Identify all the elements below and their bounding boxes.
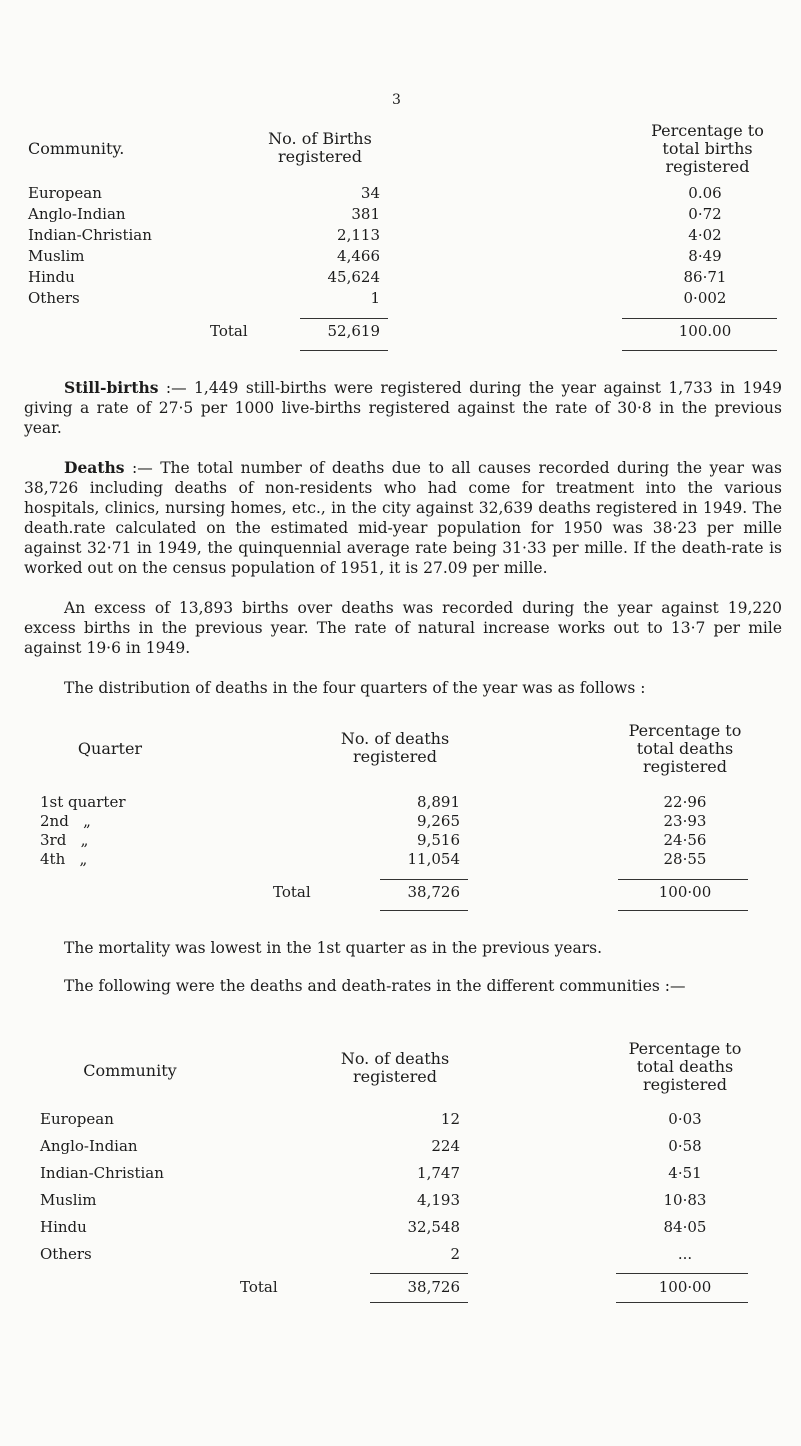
quarters-row-label: 2nd „ <box>40 812 91 830</box>
quarters-total-value: 38,726 <box>407 883 460 901</box>
distribution-intro: The distribution of deaths in the four quarters of the year was as follows : <box>64 679 646 697</box>
deaths-total-rule-top <box>370 1273 468 1274</box>
still-births-paragraph <box>24 378 782 438</box>
deaths-row-count: 224 <box>431 1137 460 1155</box>
births-header-count: No. of Births registered <box>268 129 372 166</box>
deaths-row-pct: 0·03 <box>668 1110 702 1128</box>
deaths-total-pct: 100·00 <box>658 1278 712 1296</box>
deaths-header-count: No. of deaths registered <box>340 1049 450 1086</box>
births-row-pct: 86·71 <box>683 268 727 286</box>
deaths-row-community: Muslim <box>40 1191 97 1209</box>
births-total-label: Total <box>210 322 248 340</box>
deaths-heading: Deaths <box>64 458 125 477</box>
births-total-pct: 100.00 <box>678 322 732 340</box>
page-number: 3 <box>392 92 401 108</box>
deaths-row-count: 32,548 <box>407 1218 460 1236</box>
quarters-row-count: 11,054 <box>407 850 460 868</box>
births-row-count: 34 <box>360 184 380 202</box>
births-pct-rule-bottom <box>622 350 777 351</box>
deaths-row-pct: 10·83 <box>663 1191 707 1209</box>
quarters-row-pct: 28·55 <box>663 850 707 868</box>
births-row-count: 45,624 <box>327 268 380 286</box>
quarters-row-count: 8,891 <box>417 793 460 811</box>
quarters-row-label: 4th „ <box>40 850 88 868</box>
quarters-total-rule-bottom <box>380 910 468 911</box>
deaths-paragraph <box>24 458 782 578</box>
quarters-row-count: 9,265 <box>417 812 460 830</box>
births-row-pct: 0·002 <box>683 289 727 307</box>
deaths-row-pct: 0·58 <box>668 1137 702 1155</box>
quarters-total-rule-top <box>380 879 468 880</box>
deaths-row-pct: 4·51 <box>668 1164 702 1182</box>
deaths-row-community: Others <box>40 1245 92 1263</box>
excess-paragraph: An excess of 13,893 births over deaths was recorded during the year against 19,220 excess births in the previous year. The rate of natural increase works out to 13·7 per mile against 19·6 in 1949. <box>24 599 782 657</box>
births-pct-rule-top <box>622 318 777 319</box>
quarters-row-label: 3rd „ <box>40 831 89 849</box>
deaths-row-community: Hindu <box>40 1218 87 1236</box>
communities-intro: The following were the deaths and death-rates in the different communities :— <box>64 977 686 995</box>
quarters-row-label: 1st quarter <box>40 793 126 811</box>
deaths-row-count: 2 <box>450 1245 460 1263</box>
deaths-row-pct: ... <box>677 1245 693 1263</box>
births-total-rule-top <box>300 318 388 319</box>
births-row-count: 2,113 <box>337 226 380 244</box>
deaths-row-pct: 84·05 <box>663 1218 707 1236</box>
quarters-total-pct: 100·00 <box>658 883 712 901</box>
deaths-pct-rule-bottom <box>616 1302 748 1303</box>
quarters-header-pct: Percentage to total deaths registered <box>628 721 742 776</box>
births-row-count: 381 <box>351 205 380 223</box>
deaths-total-rule-bottom <box>370 1302 468 1303</box>
deaths-row-count: 12 <box>440 1110 460 1128</box>
births-row-community: Muslim <box>28 247 85 265</box>
quarters-header-quarter: Quarter <box>77 739 143 758</box>
births-row-pct: 4·02 <box>688 226 722 244</box>
births-row-pct: 0.06 <box>688 184 722 202</box>
deaths-row-community: European <box>40 1110 114 1128</box>
quarters-row-pct: 24·56 <box>663 831 707 849</box>
births-row-pct: 8·49 <box>688 247 722 265</box>
births-header-pct: Percentage to total births registered <box>651 121 764 176</box>
deaths-total-value: 38,726 <box>407 1278 460 1296</box>
births-row-community: Anglo-Indian <box>28 205 126 223</box>
quarters-total-label: Total <box>273 883 311 901</box>
births-row-pct: 0·72 <box>688 205 722 223</box>
births-row-count: 1 <box>370 289 380 307</box>
births-total-value: 52,619 <box>327 322 380 340</box>
still-births-text: :— 1,449 still-births were registered during the year against 1,733 in 1949 giving a rate of 27·5 per 1000 live-births registered against the rate of 30·8 in the previous year. <box>24 379 782 437</box>
quarters-row-pct: 23·93 <box>663 812 707 830</box>
births-row-community: European <box>28 184 102 202</box>
births-row-community: Indian-Christian <box>28 226 152 244</box>
deaths-pct-rule-top <box>616 1273 748 1274</box>
deaths-header-pct: Percentage to total deaths registered <box>628 1039 742 1094</box>
quarters-pct-rule-top <box>618 879 748 880</box>
births-header-community: Community. <box>28 139 125 158</box>
deaths-total-label: Total <box>240 1278 278 1296</box>
quarters-row-pct: 22·96 <box>663 793 707 811</box>
deaths-row-community: Indian-Christian <box>40 1164 164 1182</box>
deaths-row-community: Anglo-Indian <box>40 1137 138 1155</box>
quarters-pct-rule-bottom <box>618 910 748 911</box>
deaths-header-community: Community <box>83 1061 177 1080</box>
births-row-community: Hindu <box>28 268 75 286</box>
births-row-community: Others <box>28 289 80 307</box>
deaths-row-count: 4,193 <box>417 1191 460 1209</box>
still-births-heading: Still-births <box>64 378 159 397</box>
deaths-row-count: 1,747 <box>417 1164 460 1182</box>
quarters-row-count: 9,516 <box>417 831 460 849</box>
births-row-count: 4,466 <box>337 247 380 265</box>
quarters-header-count: No. of deaths registered <box>340 729 450 766</box>
births-total-rule-bottom <box>300 350 388 351</box>
deaths-text: :— The total number of deaths due to all causes recorded during the year was 38,726 including deaths of non-residents who had come for treatment into the various hospitals, clinics, nursing homes, etc., in the city against 32,639 deaths registered in 1949. The death.rate calculated on the estimated mid-year population for 1950 was 38·23 per mille against 32·71 in 1949, the quinquennial average rate being 31·33 per mille. If the death-rate is worked out on the census population of 1951, it is 27.09 per mille. <box>24 459 782 577</box>
mortality-note: The mortality was lowest in the 1st quarter as in the previous years. <box>64 939 603 957</box>
